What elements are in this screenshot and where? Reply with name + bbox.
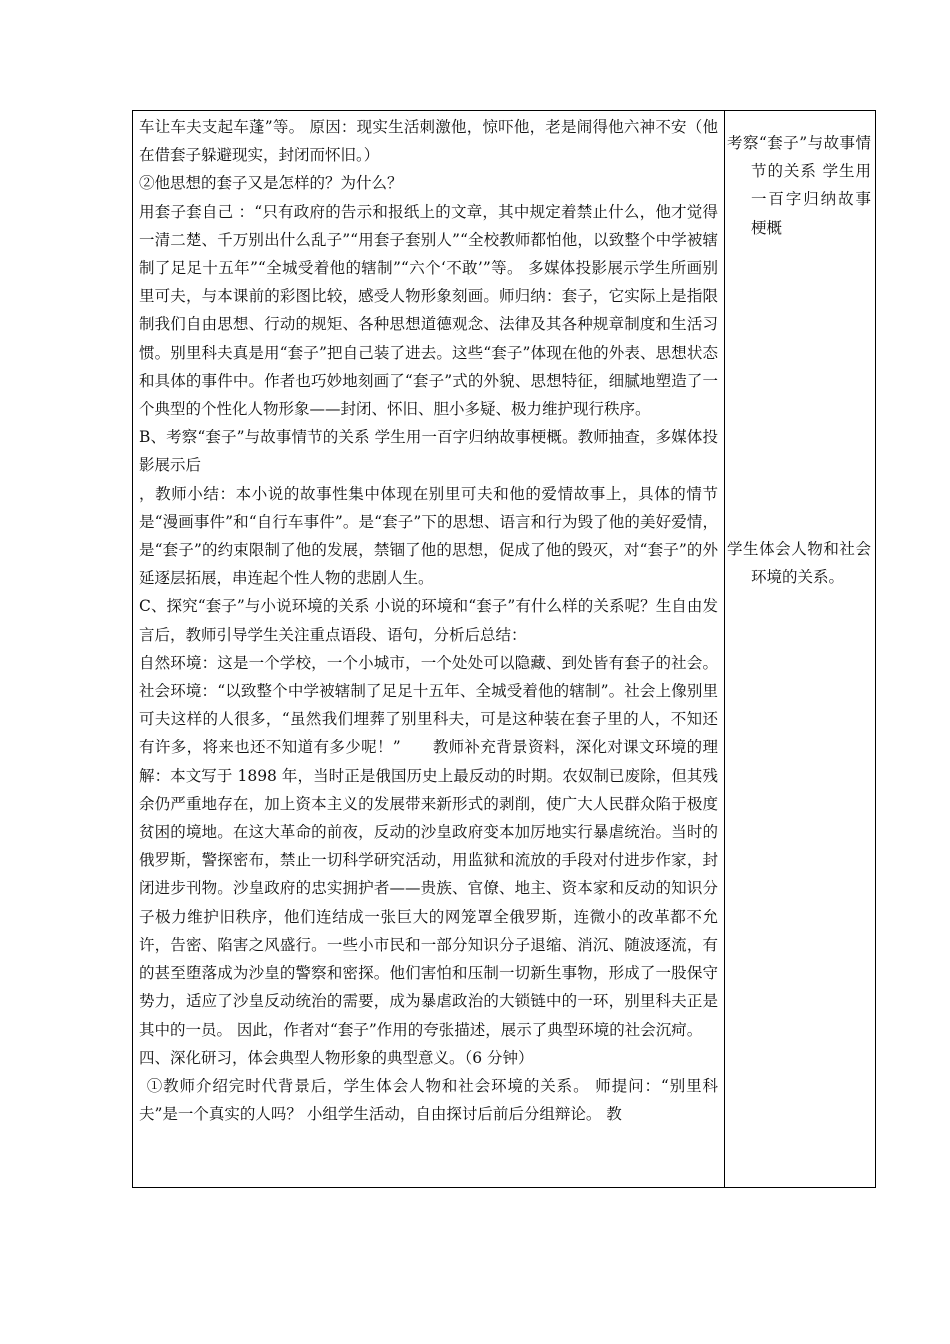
side-note-environment	[727, 535, 871, 591]
side-note-plot	[727, 129, 871, 242]
side-note-plot-text: 考察“套子”与故事情节的关系 学生用一百字归纳故事梗概	[727, 134, 871, 237]
paragraph-section-c: C、探究“套子”与小说环境的关系 小说的环境和“套子”有什么样的关系呢？生自由发言后，教师引导学生关注重点语段、语句，分析后总结：	[139, 597, 718, 644]
paragraph-environment: 自然环境：这是一个学校，一个小城市，一个处处可以隐藏、到处皆有套子的社会。 社会环境：“以致整个中学被辖制了足足十五年、全城受着他的辖制”。社会上像别里可夫这样的人很多，“虽然我们埋葬了别里科夫，可是这种装在套子里的人，不知还有许多，将来也还不知道有多少呢！” 教师补充背景资料，深化对课文环境的理解：本文写于 1898 年，当时正是俄国历史上最反动的时期。农奴制已废除，但其残余仍严重地存在，加上资本主义的发展带来新形式的剥削，使广大人民群众陷于极度贫困的境地。在这大革命的前夜，反动的沙皇政府变本加厉地实行暴虐统治。当时的俄罗斯，警探密布，禁止一切科学研究活动，用监狱和流放的手段对付进步作家，封闭进步刊物。沙皇政府的忠实拥护者——贵族、官僚、地主、资本家和反动的知识分子极力维护旧秩序，他们连结成一张巨大的网笼罩全俄罗斯，连微小的改革都不允许，告密、陷害之风盛行。一些小市民和一部分知识分子退缩、消沉、随波逐流，有的甚至堕落成为沙皇的警察和密探。他们害怕和压制一切新生事物，形成了一股保守势力，适应了沙皇反动统治的需要，成为暴虐政治的大锁链中的一环，别里科夫正是其中的一员。 因此，作者对“套子”作用的夸张描述，展示了典型环境的社会沉疴。	[139, 653, 718, 1039]
lesson-plan-table	[132, 110, 876, 1188]
paragraph-activity-1: ①教师介绍完时代背景后，学生体会人物和社会环境的关系。 师提问：“别里科夫”是一个真实的人吗？ 小组学生活动，自由探讨后前后分组辩论。 教	[139, 1076, 718, 1124]
design-intent-cell	[725, 111, 875, 1187]
paragraph-thought-cover: 用套子套自己 ：“只有政府的告示和报纸上的文章，其中规定着禁止什么，他才觉得一清二楚、千万别出什么乱子”“用套子套别人”“全校教师都怕他，以致整个中学被辖制了足足十五年”“全城受着他的辖制”“六个‘不敢’”等。 多媒体投影展示学生所画别里可夫，与本课前的彩图比较，感受人物形象刻画。师归纳：套子，它实际上是指限制我们自由思想、行动的规矩、各种思想道德观念、法律及其各种规章制度和生活习惯。别里科夫真是用“套子”把自己装了进去。这些“套子”体现在他的外表、思想状态和具体的事件中。作者也巧妙地刻画了“套子”式的外貌、思想特征，细腻地塑造了一个典型的个性化人物形象——封闭、怀旧、胆小多疑、极力维护现行秩序。	[139, 202, 718, 419]
paragraph-section-four: 四、深化研习，体会典型人物形象的典型意义。（6 分钟）	[139, 1048, 534, 1067]
teaching-process-cell	[133, 111, 725, 1187]
paragraph-section-b: B、考察“套子”与故事情节的关系 学生用一百字归纳故事梗概。教师抽查，多媒体投影展示后	[139, 428, 718, 475]
paragraph-teacher-summary: ，教师小结：本小说的故事性集中体现在别里可夫和他的爱情故事上，具体的情节是“漫画事件”和“自行车事件”。是“套子”下的思想、语言和行为毁了他的美好爱情，是“套子”的约束限制了他的发展，禁锢了他的思想，促成了他的毁灭，对“套子”的外延逐层拓展，串连起个性人物的悲剧人生。	[139, 484, 718, 588]
side-note-environment-text: 学生体会人物和社会环境的关系。	[727, 540, 871, 587]
paragraph-question-2: ②他思想的套子又是怎样的？为什么？	[139, 174, 403, 193]
paragraph-reason: 车让车夫支起车蓬”等。 原因：现实生活刺激他，惊吓他，老是闹得他六神不安（他在借套子躲避现实，封闭而怀旧。）	[139, 118, 718, 165]
